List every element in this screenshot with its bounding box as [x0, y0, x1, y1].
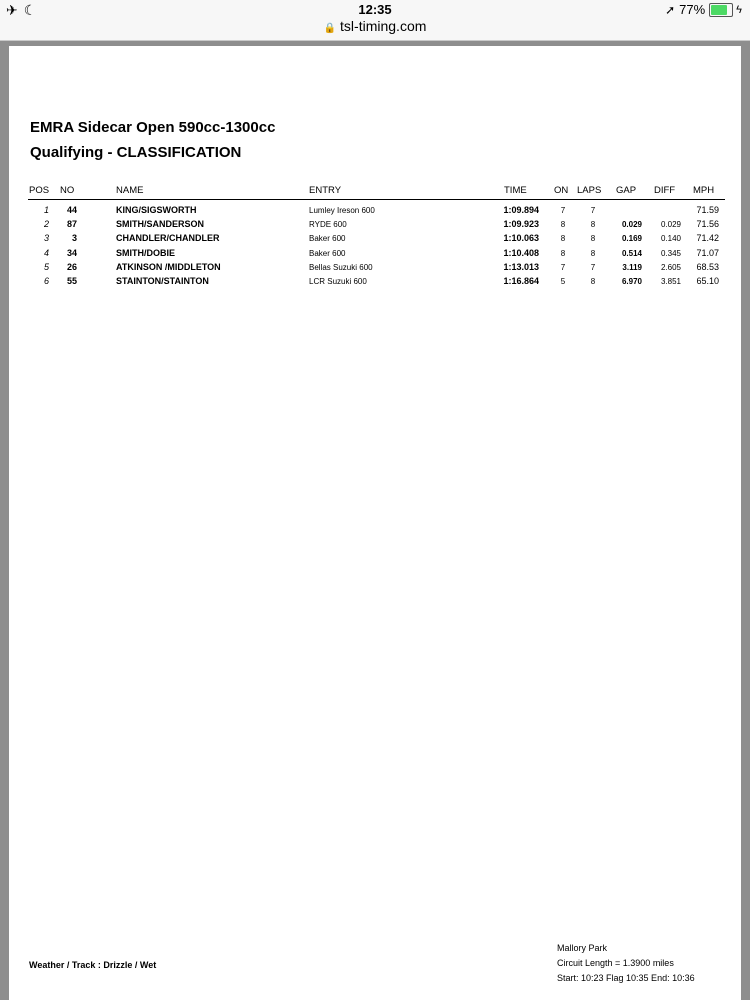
cell-gap: 0.169 — [621, 234, 642, 244]
battery-icon — [709, 3, 733, 17]
cell-laps: 8 — [590, 220, 596, 230]
cell-pos: 4 — [43, 247, 49, 258]
cell-on: 5 — [560, 277, 566, 286]
weather-track-info: Weather / Track : Drizzle / Wet — [29, 960, 157, 970]
cell-laps: 7 — [590, 262, 596, 272]
event-title: EMRA Sidecar Open 590cc-1300cc — [30, 119, 276, 136]
battery-fill — [711, 5, 726, 15]
cell-laps: 7 — [590, 206, 596, 215]
table-row — [9, 262, 741, 276]
table-row — [9, 276, 741, 290]
cell-pos: 1 — [43, 205, 49, 215]
location-icon: ➚ — [665, 2, 676, 17]
table-row — [9, 233, 741, 247]
cell-laps: 8 — [590, 277, 596, 286]
cell-diff: 0.029 — [660, 220, 681, 230]
cell-laps: 8 — [590, 248, 596, 258]
table-row — [9, 205, 741, 219]
cell-entry: Baker 600 — [309, 234, 346, 244]
col-header-on: ON — [554, 185, 569, 196]
browser-status-bar — [0, 0, 750, 41]
cell-diff: 0.140 — [660, 234, 681, 244]
cell-no: 34 — [66, 247, 77, 258]
status-icons-right — [665, 2, 742, 17]
cell-no: 26 — [66, 261, 77, 272]
cell-pos: 2 — [43, 219, 49, 230]
cell-time: 1:13.013 — [503, 261, 539, 272]
col-header-name: NAME — [116, 185, 144, 196]
clock: 12:35 — [358, 2, 392, 17]
col-header-no: NO — [60, 185, 75, 196]
cell-time: 1:10.408 — [503, 247, 539, 258]
cell-no: 44 — [66, 205, 77, 215]
cell-pos: 3 — [43, 233, 49, 244]
cell-no: 87 — [66, 219, 77, 230]
header-divider — [28, 199, 725, 200]
cell-entry: LCR Suzuki 600 — [309, 277, 367, 286]
col-header-gap: GAP — [616, 185, 637, 196]
cell-mph: 71.07 — [696, 247, 719, 258]
do-not-disturb-icon: ☾ — [23, 2, 37, 18]
cell-name: SMITH/SANDERSON — [116, 219, 205, 230]
col-header-mph: MPH — [693, 185, 715, 196]
cell-on: 8 — [560, 234, 566, 244]
cell-diff: 2.605 — [660, 262, 681, 272]
cell-on: 7 — [560, 206, 566, 215]
cell-gap: 3.119 — [622, 262, 642, 272]
cell-gap: 0.514 — [621, 248, 642, 258]
cell-entry: Bellas Suzuki 600 — [309, 262, 373, 272]
results-document — [9, 46, 741, 1000]
url-text: tsl-timing.com — [340, 18, 427, 34]
cell-mph: 68.53 — [696, 261, 719, 272]
cell-time: 1:10.063 — [503, 233, 539, 244]
cell-mph: 65.10 — [696, 276, 719, 286]
session-times: Start: 10:23 Flag 10:35 End: 10:36 — [557, 973, 695, 983]
cell-mph: 71.56 — [696, 219, 719, 230]
cell-no: 3 — [71, 233, 77, 244]
cell-gap: 0.029 — [621, 220, 642, 230]
cell-laps: 8 — [590, 234, 596, 244]
table-row — [9, 219, 741, 233]
cell-time: 1:09.923 — [503, 219, 539, 230]
cell-gap: 6.970 — [621, 277, 642, 286]
cell-entry: Lumley Ireson 600 — [309, 206, 375, 215]
session-title: Qualifying - CLASSIFICATION — [30, 144, 242, 161]
airplane-mode-icon: ✈ — [6, 2, 18, 18]
venue-name: Mallory Park — [557, 943, 608, 953]
lock-icon: 🔒 — [323, 23, 337, 34]
cell-name: STAINTON/STAINTON — [116, 276, 209, 286]
cell-mph: 71.59 — [696, 205, 719, 215]
circuit-length: Circuit Length = 1.3900 miles — [557, 958, 674, 968]
cell-no: 55 — [66, 276, 77, 286]
cell-time: 1:16.864 — [503, 276, 539, 286]
address-bar[interactable] — [0, 18, 750, 34]
battery-percent: 77% — [679, 2, 706, 17]
cell-diff: 3.851 — [660, 277, 681, 286]
col-header-time: TIME — [504, 185, 527, 196]
cell-time: 1:09.894 — [503, 205, 539, 215]
charging-icon: ϟ — [736, 3, 742, 16]
cell-name: KING/SIGSWORTH — [116, 205, 197, 215]
cell-on: 7 — [560, 262, 566, 272]
cell-on: 8 — [560, 220, 566, 230]
cell-name: CHANDLER/CHANDLER — [116, 233, 220, 244]
cell-name: SMITH/DOBIE — [116, 247, 176, 258]
col-header-laps: LAPS — [577, 185, 602, 196]
col-header-entry: ENTRY — [309, 185, 342, 196]
cell-pos: 6 — [43, 276, 49, 286]
cell-pos: 5 — [43, 261, 49, 272]
cell-mph: 71.42 — [696, 233, 719, 244]
col-header-pos: POS — [29, 185, 50, 196]
cell-diff: 0.345 — [660, 248, 681, 258]
cell-on: 8 — [560, 248, 566, 258]
cell-name: ATKINSON /MIDDLETON — [116, 261, 221, 272]
cell-entry: RYDE 600 — [309, 220, 347, 230]
col-header-diff: DIFF — [654, 185, 676, 196]
cell-entry: Baker 600 — [309, 248, 346, 258]
table-row — [9, 248, 741, 262]
